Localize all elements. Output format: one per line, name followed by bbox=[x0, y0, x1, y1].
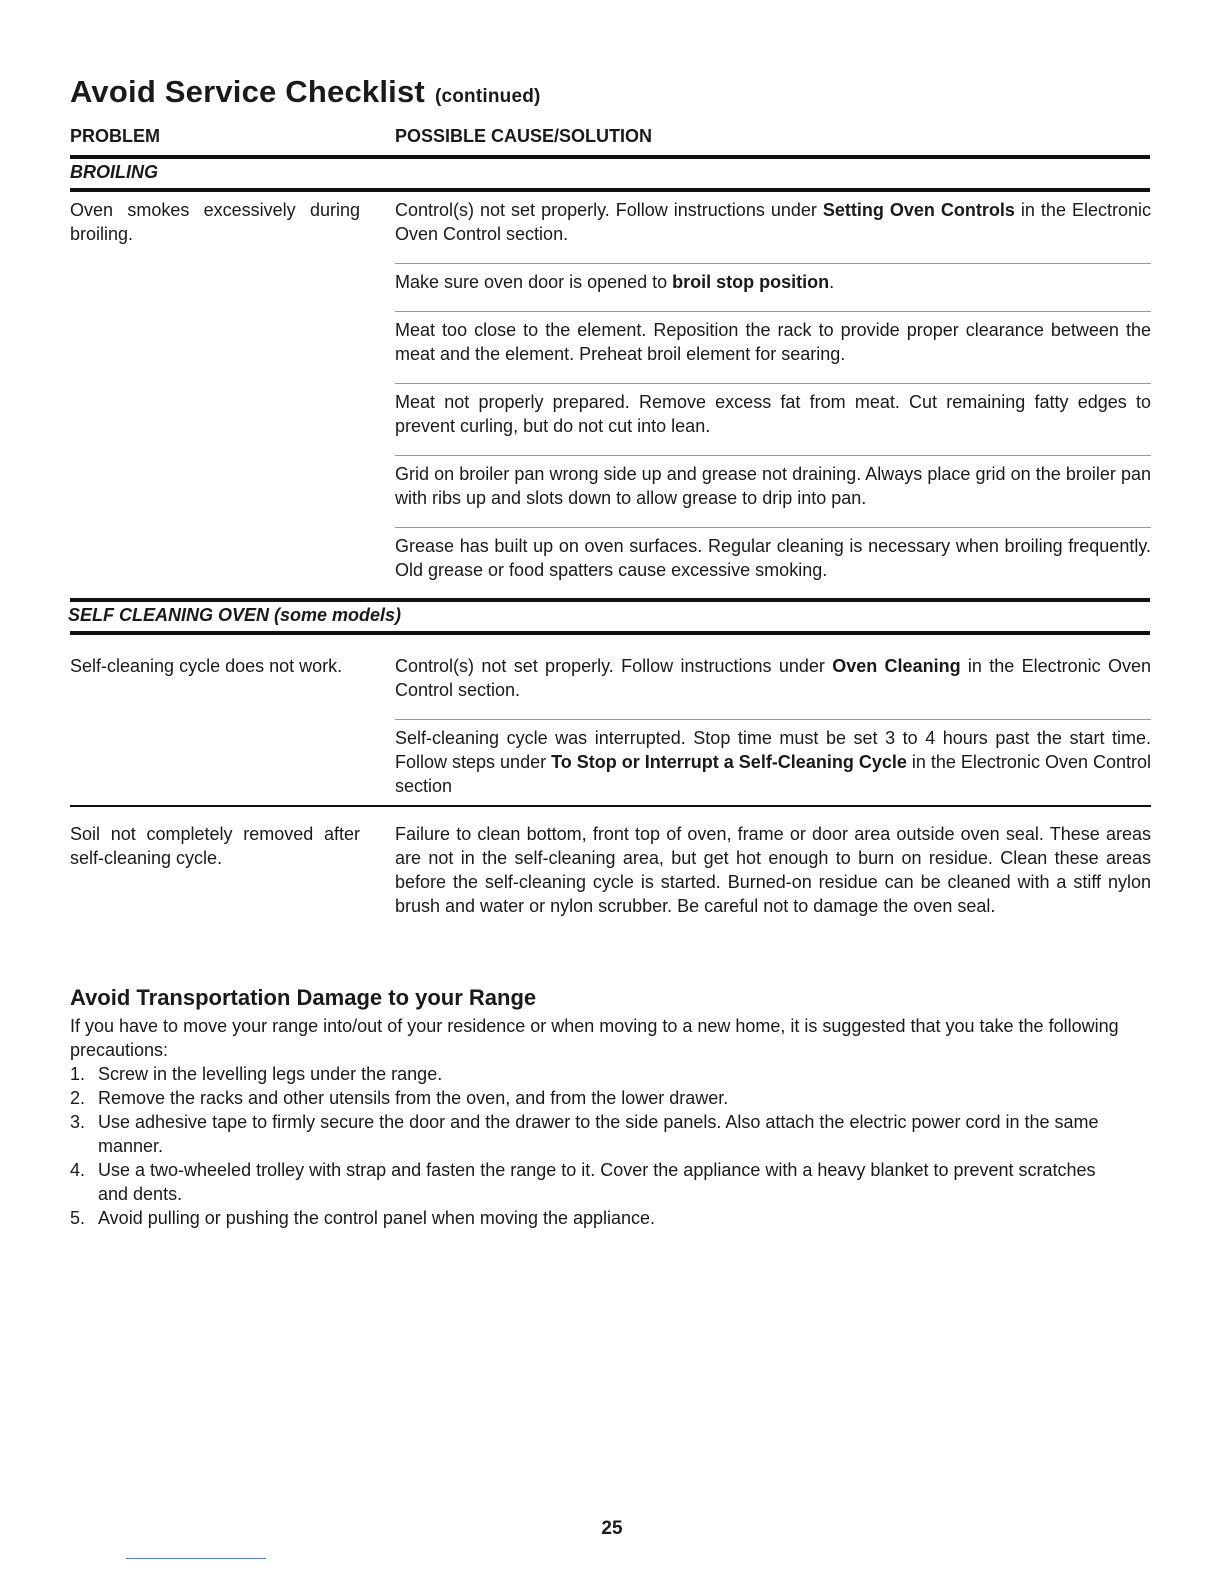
title-suffix: (continued) bbox=[434, 86, 541, 107]
divider bbox=[70, 155, 1150, 159]
transport-steps bbox=[70, 1062, 1130, 1230]
list-item: 1. Screw in the levelling legs under the range. bbox=[70, 1064, 443, 1084]
solution-text: Grid on broiler pan wrong side up and grease not draining. Always place grid on the broiler pan with ribs up and slots down to allow grease to drip into pan. bbox=[395, 464, 1151, 508]
divider bbox=[70, 598, 1150, 602]
list-item: 5. Avoid pulling or pushing the control panel when moving the appliance. bbox=[70, 1208, 656, 1228]
solution-text: Control(s) not set properly. Follow instructions under Oven Cleaning in the Electronic Oven Control section. bbox=[395, 656, 1152, 700]
problem-text: Self-cleaning cycle does not work. bbox=[70, 656, 343, 676]
divider bbox=[395, 311, 1151, 312]
column-header-cause: POSSIBLE CAUSE/SOLUTION bbox=[395, 126, 653, 146]
page-number: 25 bbox=[601, 1518, 623, 1539]
problem-text: Oven smokes excessively during broiling. bbox=[70, 200, 360, 244]
column-header-problem: PROBLEM bbox=[70, 126, 160, 146]
divider bbox=[395, 263, 1151, 264]
divider bbox=[395, 719, 1151, 720]
title-text: Avoid Service Checklist bbox=[70, 74, 425, 109]
section-label-broiling: BROILING bbox=[70, 162, 158, 182]
divider bbox=[395, 383, 1151, 384]
section-heading-transport: Avoid Transportation Damage to your Range bbox=[70, 985, 537, 1010]
divider bbox=[395, 527, 1151, 528]
problem-text: Soil not completely removed after self-cleaning cycle. bbox=[70, 824, 360, 868]
solution-text: Meat too close to the element. Reposition the rack to provide proper clearance between the meat and the element. Preheat broil element for searing. bbox=[395, 320, 1151, 364]
solution-text: Meat not properly prepared. Remove excess fat from meat. Cut remaining fatty edges to prevent curling, but do not cut into lean. bbox=[395, 392, 1151, 436]
page-title bbox=[70, 74, 541, 110]
solution-text: Control(s) not set properly. Follow instructions under Setting Oven Controls in the Electronic Oven Control section. bbox=[395, 200, 1151, 244]
list-item: 2. Remove the racks and other utensils from the oven, and from the lower drawer. bbox=[70, 1088, 729, 1108]
list-item: 3. Use adhesive tape to firmly secure the door and the drawer to the side panels. Also attach the electric power cord in the same manner. bbox=[70, 1112, 1099, 1156]
transport-intro: If you have to move your range into/out of your residence or when moving to a new home, it is suggested that you take the following precautions: bbox=[70, 1016, 1119, 1060]
divider bbox=[70, 805, 1151, 807]
solution-text: Failure to clean bottom, front top of oven, frame or door area outside oven seal. These areas are not in the self-cleaning area, but get hot enough to burn on residue. Clean these areas before the self-cleaning cycle is started. Burned-on residue can be cleaned with a stiff nylon brush and water or nylon scrubber. Be careful not to damage the oven seal. bbox=[395, 824, 1151, 916]
solution-text: Grease has built up on oven surfaces. Regular cleaning is necessary when broiling frequently. Old grease or food spatters cause excessive smoking. bbox=[395, 536, 1151, 580]
divider bbox=[70, 631, 1150, 635]
divider bbox=[70, 188, 1150, 192]
list-item: 4. Use a two-wheeled trolley with strap and fasten the range to it. Cover the appliance with a heavy blanket to prevent scratches and dents. bbox=[70, 1160, 1096, 1204]
divider bbox=[395, 455, 1151, 456]
footer-underline bbox=[126, 1558, 266, 1559]
solution-text: Make sure oven door is opened to broil stop position. bbox=[395, 272, 835, 292]
solution-text: Self-cleaning cycle was interrupted. Stop time must be set 3 to 4 hours past the start time. Follow steps under To Stop or Interrupt a Self-Cleaning Cycle in the Electronic Oven Control section bbox=[395, 728, 1152, 796]
section-label-self-cleaning: SELF CLEANING OVEN (some models) bbox=[68, 605, 402, 625]
